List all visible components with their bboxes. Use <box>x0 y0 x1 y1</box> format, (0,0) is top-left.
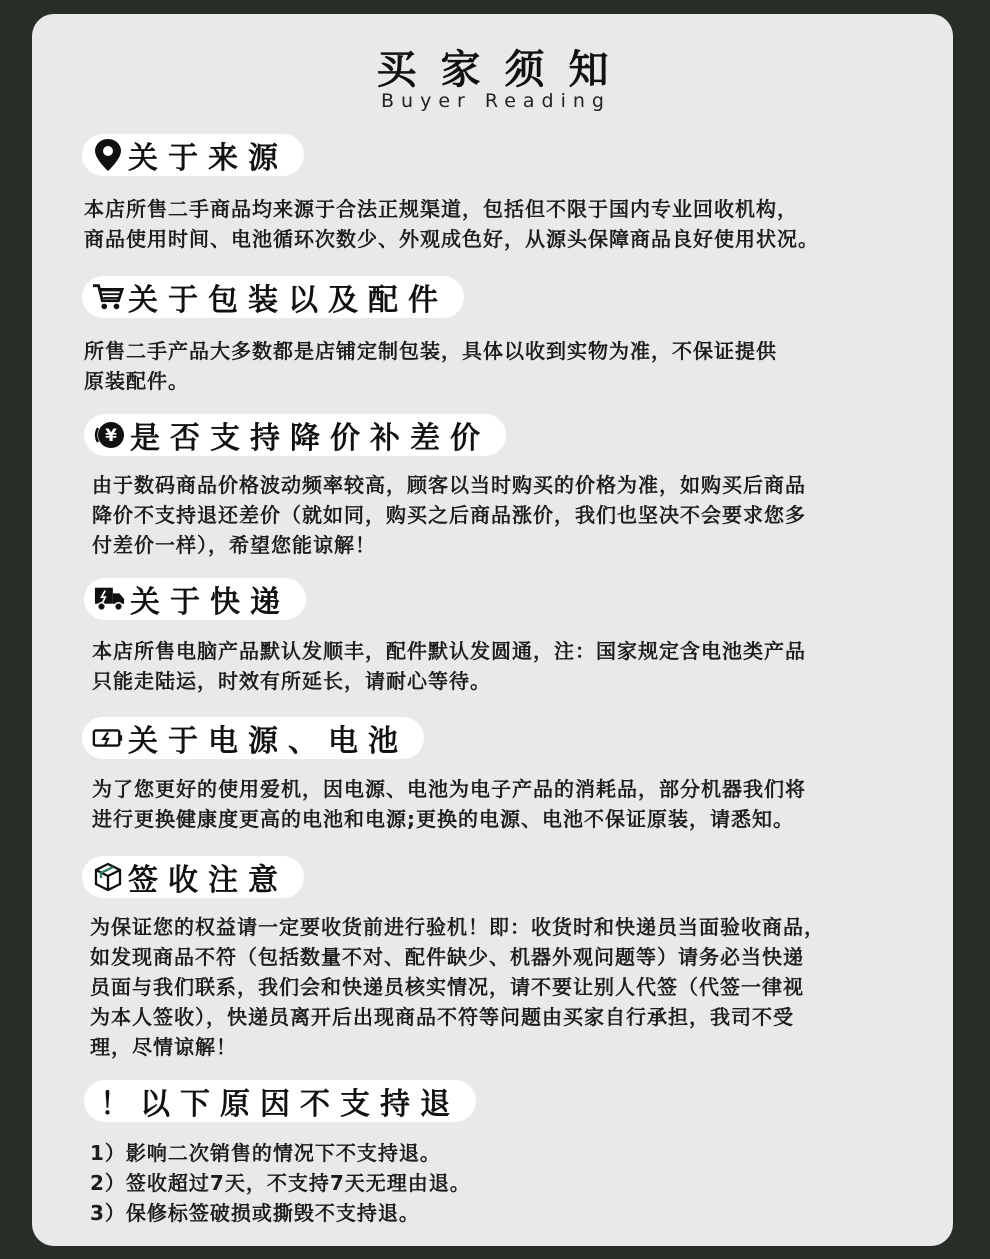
section-body-battery: 为了您更好的使用爱机，因电源、电池为电子产品的消耗品，部分机器我们将 进行更换健康度更高的电池和电源;更换的电源、电池不保证原装，请悉知。 <box>92 777 806 831</box>
battery-charging-icon <box>92 722 124 754</box>
svg-text:¥: ¥ <box>105 426 117 446</box>
section-heading-shipping: 关于快递 <box>84 578 306 620</box>
page-title: 买家须知 <box>376 47 633 93</box>
section-heading-signing: 签收注意 <box>82 856 304 898</box>
shopping-cart-icon <box>92 281 124 313</box>
section-body-price: 由于数码商品价格波动频率较高，顾客以当时购买的价格为准，如购买后商品 降价不支持退还差价（就如同，购买之后商品涨价，我们也坚决不会要求您多 付差价一样），希望您能谅解！ <box>92 473 806 557</box>
location-pin-icon <box>92 139 124 171</box>
section-heading-packaging: 关于包装以及配件 <box>82 276 464 318</box>
section-body-source: 本店所售二手商品均来源于合法正规渠道，包括但不限于国内专业回收机构， 商品使用时间、电池循环次数少、外观成色好，从源头保障商品良好使用状况。 <box>84 197 819 251</box>
list-item: 2）签收超过7天，不支持7天无理由退。 <box>90 1171 471 1195</box>
section-heading-no-return: ！以下原因不支持退 <box>84 1080 476 1122</box>
section-heading-price: ¥ 是否支持降价补差价 <box>84 414 506 456</box>
section-heading-battery: 关于电源、电池 <box>82 717 424 759</box>
section-body-signing: 为保证您的权益请一定要收货前进行验机！即：收货时和快递员当面验收商品， 如发现商品不符（包括数量不对、配件缺少、机器外观问题等）请务必当快递 员面与我们联系，我们会和快递员核实情况，请不要让别人代签（代签一律视 为本人签收），快递员离开后出现商品不符等问题由买家自行承担，我司不受 理，尽情谅解！ <box>90 915 825 1059</box>
section-body-no-return <box>90 1138 940 1228</box>
list-item: 3）保修标签破损或撕毁不支持退。 <box>90 1201 420 1225</box>
page-subtitle: Buyer Reading <box>381 90 611 112</box>
yuan-refund-icon <box>94 419 126 451</box>
buyer-notice-card <box>32 14 953 1246</box>
section-body-shipping: 本店所售电脑产品默认发顺丰，配件默认发圆通，注：国家规定含电池类产品 只能走陆运，时效有所延长，请耐心等待。 <box>92 639 806 693</box>
section-body-packaging: 所售二手产品大多数都是店铺定制包装，具体以收到实物为准，不保证提供 原装配件。 <box>84 339 777 393</box>
section-heading-source: 关于来源 <box>82 134 304 176</box>
delivery-truck-icon <box>94 583 126 615</box>
list-item: 1）影响二次销售的情况下不支持退。 <box>90 1141 441 1165</box>
package-box-icon <box>92 861 124 893</box>
